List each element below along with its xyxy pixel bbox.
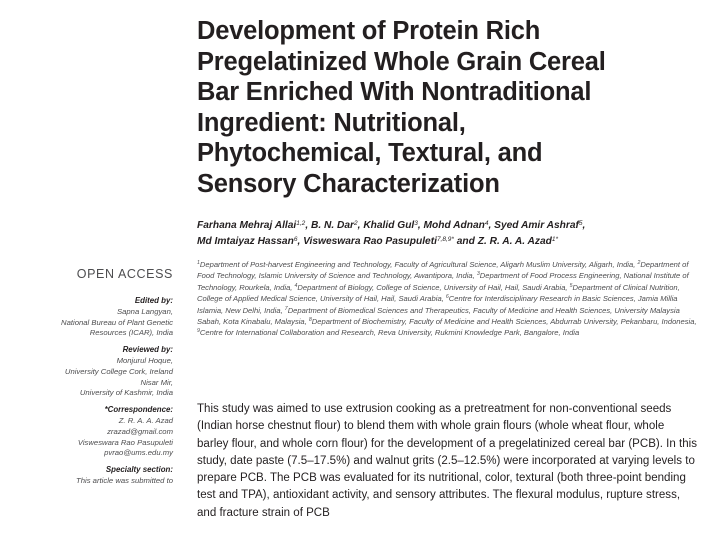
title-line: Phytochemical, Textural, and	[197, 139, 543, 167]
author-affil-sup: 1*	[551, 235, 559, 243]
reviewed-by-heading: Reviewed by:	[122, 345, 173, 355]
affil-text: Department of Biochemistry, Faculty of Medicine and Health Sciences, Abdurrab University, Pekanbaru, Indonesia,	[311, 317, 697, 327]
author-name: Mohd Adnan	[423, 220, 485, 231]
affil-sup: 9	[197, 328, 200, 335]
author-name: Syed Amir Ashraf	[494, 220, 579, 231]
correspondence-line: Visweswara Rao Pasupuleti	[77, 437, 173, 447]
author-separator: ,	[582, 220, 586, 231]
author-affil-sup: 5	[578, 220, 583, 227]
author-affil-sup: 1,2	[296, 220, 306, 227]
article-info-sidebar	[20, 296, 173, 487]
reviewer-line: Nisar Mir,	[140, 377, 173, 387]
affil-text: Department of Clinical Nutrition, College of Applied Medical Science, University of Hail, Hail, Saudi Arabia,	[197, 282, 680, 304]
affil-text: Department of Post-harvest Engineering and Technology, Faculty of Agricultural Science, Aligarh Muslim University, Aligarh, India,	[199, 260, 638, 269]
correspondence-heading: *Correspondence:	[104, 405, 173, 415]
author-name: Khalid Gul	[363, 220, 415, 231]
title-line: Sensory Characterization	[197, 169, 500, 198]
reviewer-line: University College Cork, Ireland	[64, 366, 173, 376]
author-name: Z. R. A. A. Azad	[477, 235, 552, 247]
correspondence-line: Z. R. A. A. Azad	[118, 415, 173, 425]
affil-text: Department of Food Technology, Islamic University of Science and Technology, Awantipora, India,	[197, 260, 689, 281]
author-affil-sup: 2	[354, 220, 358, 227]
author-name: B. N. Dar	[310, 220, 355, 231]
author-affil-sup: 6	[293, 235, 298, 243]
article-title	[197, 16, 697, 199]
author-affil-sup: 4	[484, 220, 489, 227]
author-separator: ,	[297, 235, 304, 247]
reviewer-line: University of Kashmir, India	[79, 388, 173, 398]
abstract-text: This study was aimed to use extrusion cooking as a pretreatment for non-conventional seeds (Indian horse chestnut flour) to blend them with whole grain flours (whole wheat flour, whole barley flour, and whole corn flour) for the development of a pregelatinized cereal bar (PCB). In this study, date paste (7.5–17.5%) and walnut grits (2.5–12.5%) were incorporated at varying levels to prepare PCB. The PCB was evaluated for its nutritional, color, textural (both three-point bending test and TPA), antioxidant activity, and sensory attributes. The flexural modulus, rupture stress, and fracture strain of PCB	[197, 403, 697, 519]
affil-text: Department of Biomedical Sciences and Therapeutics, Faculty of Medicine and Health Sciences, University Malaysia Sabah, Kota Kinabalu, Malaysia,	[197, 305, 680, 327]
author-name: Visweswara Rao Pasupuleti	[303, 235, 437, 247]
affil-sup: 6	[445, 294, 449, 301]
author-separator: ,	[417, 220, 424, 231]
editor-line: National Bureau of Plant Genetic	[61, 317, 173, 327]
affiliations	[197, 259, 697, 339]
author-affil-sup: 3	[414, 220, 418, 227]
specialty-heading: Specialty section:	[105, 465, 173, 475]
reviewer-line: Monjurul Hoque,	[116, 355, 173, 365]
author-separator: ,	[488, 220, 495, 231]
editor-line: Resources (ICAR), India	[89, 328, 173, 338]
affil-sup: 2	[637, 260, 641, 266]
editor-line: Sapna Langyan,	[117, 306, 173, 316]
author-list	[197, 218, 707, 249]
open-access-label: OPEN ACCESS	[76, 267, 173, 281]
title-line: Ingredient: Nutritional,	[197, 108, 466, 137]
affil-text: Department of Food Process Engineering, National Institute of Technology, Rourkela, India,	[197, 271, 689, 292]
affil-sup: 4	[294, 282, 298, 289]
affil-sup: 3	[476, 271, 480, 278]
specialty-line: This article was submitted to	[76, 475, 173, 485]
affil-text: Centre for International Collaboration and Research, Reva University, Rukmini Knowledge Park, Bangalore, India	[199, 328, 580, 338]
affil-sup: 5	[569, 282, 573, 289]
affil-text: Centre for Interdisciplinary Research in Basic Sciences, Jamia Millia Islamia, New Delhi, India,	[197, 294, 678, 315]
author-separator: ,	[305, 220, 311, 231]
affil-sup: 8	[308, 317, 312, 324]
correspondence-email[interactable]: pvrao@ums.edu.my	[104, 448, 173, 458]
affil-sup: 7	[284, 305, 288, 312]
author-affil-sup: 7,8,9*	[436, 235, 454, 243]
title-line: Pregelatinized Whole Grain Cereal	[197, 47, 606, 76]
correspondence-email[interactable]: zrazad@gmail.com	[107, 426, 173, 436]
author-name: Farhana Mehraj Allai	[197, 220, 297, 231]
author-name: Md Imtaiyaz Hassan	[197, 235, 294, 247]
affil-sup: 1	[197, 260, 200, 266]
title-line: Bar Enriched With Nontraditional	[197, 78, 592, 106]
edited-by-heading: Edited by:	[134, 296, 173, 305]
title-line: Development of Protein Rich	[197, 17, 541, 45]
affil-text: Department of Biology, College of Science, University of Hail, Hail, Saudi Arabia,	[297, 282, 570, 292]
author-separator: and	[453, 235, 478, 247]
author-separator: ,	[357, 220, 364, 231]
